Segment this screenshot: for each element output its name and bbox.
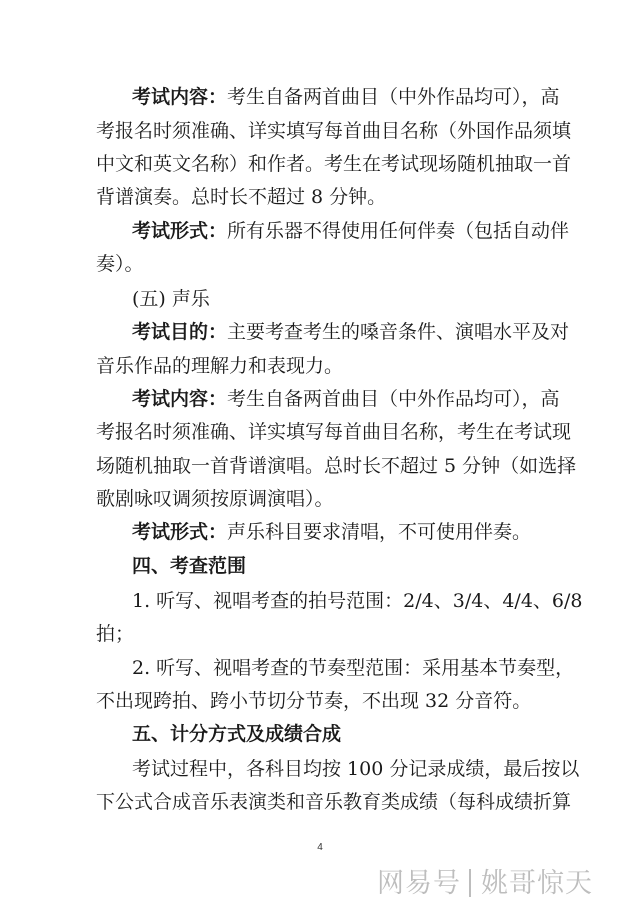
label-exam-form: 考试形式：	[132, 521, 228, 543]
watermark-source: 网易号	[377, 868, 461, 899]
list-item-2-line2: 不出现跨拍、跨小节切分节奏，不出现 32 分音符。	[96, 690, 532, 712]
paragraph-line: 场随机抽取一首背谱演唱。总时长不超过 5 分钟（如选择	[96, 455, 577, 477]
text: 声乐科目要求清唱，不可使用伴奏。	[227, 521, 532, 543]
paragraph-scoring-line1: 考试过程中，各科目均按 100 分记录成绩，最后按以	[132, 758, 580, 780]
paragraph-line: 背谱演奏。总时长不超过 8 分钟。	[96, 186, 387, 208]
text: 考生自备两首曲目（中外作品均可），高	[227, 86, 560, 108]
label-exam-content: 考试内容：	[132, 86, 228, 108]
label-exam-purpose: 考试目的：	[132, 321, 228, 343]
paragraph-line: 考报名时须准确、详实填写每首曲目名称（外国作品须填	[96, 120, 572, 142]
paragraph-line: 奏）。	[96, 253, 144, 275]
watermark	[377, 861, 593, 900]
text: 所有乐器不得使用任何伴奏（包括自动伴	[227, 220, 570, 242]
text: 主要考查考生的嗓音条件、演唱水平及对	[227, 321, 570, 343]
text: 考生自备两首曲目（中外作品均可），高	[227, 388, 560, 410]
list-item-1-line2: 拍；	[96, 623, 135, 645]
paragraph-line: 下公式合成音乐表演类和音乐教育类成绩（每科成绩折算	[96, 791, 572, 813]
heading-scoring: 五、计分方式及成绩合成	[132, 723, 342, 745]
paragraph-line: 音乐作品的理解力和表现力。	[96, 355, 344, 377]
label-exam-form: 考试形式：	[132, 220, 228, 242]
watermark-divider	[469, 869, 471, 897]
list-item-2-line1: 2. 听写、视唱考查的节奏型范围：采用基本节奏型，	[132, 657, 575, 679]
paragraph-line: 考报名时须准确、详实填写每首曲目名称，考生在考试现	[96, 421, 572, 443]
label-exam-content: 考试内容：	[132, 388, 228, 410]
section-heading-vocal: (五) 声乐	[132, 288, 210, 310]
paragraph-exam-content-1-line1	[132, 84, 560, 110]
page-number: 4	[317, 842, 323, 853]
paragraph-exam-content-2-line1	[132, 386, 560, 412]
watermark-author: 姚哥惊天	[481, 868, 593, 899]
paragraph-exam-form-1-line1	[132, 218, 569, 244]
paragraph-line: 歌剧咏叹调须按原调演唱）。	[96, 488, 334, 510]
paragraph-line: 中文和英文名称）和作者。考生在考试现场随机抽取一首	[96, 153, 572, 175]
paragraph-exam-purpose-line1	[132, 319, 569, 345]
paragraph-exam-form-2	[132, 519, 531, 545]
list-item-1-line1: 1. 听写、视唱考查的拍号范围：2/4、3/4、4/4、6/8	[132, 590, 583, 612]
heading-scope: 四、考查范围	[132, 555, 247, 577]
